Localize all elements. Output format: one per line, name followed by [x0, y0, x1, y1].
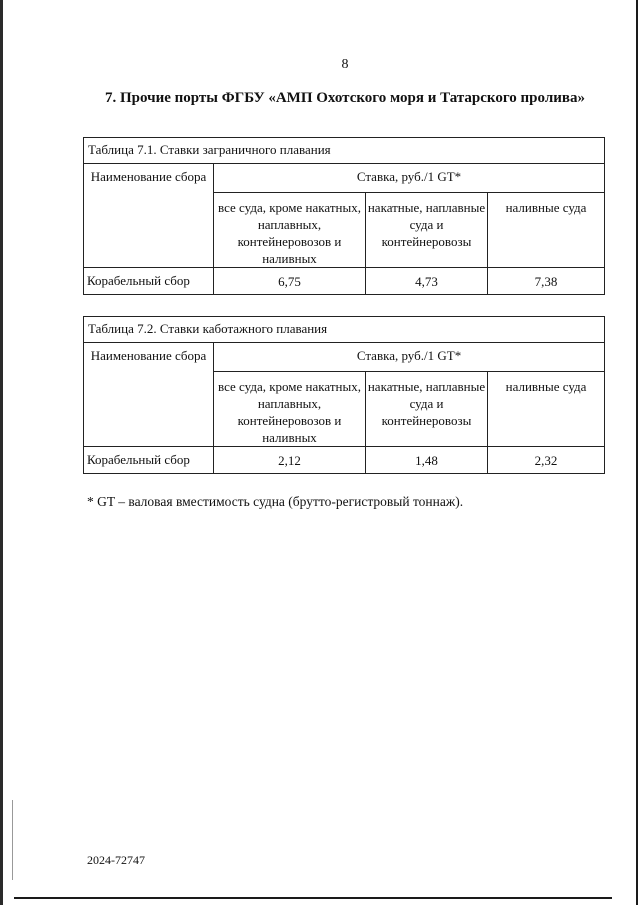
rate-value-roro-container: 4,73 — [366, 268, 488, 295]
rate-header: Ставка, руб./1 GT* — [214, 164, 605, 193]
rate-header: Ставка, руб./1 GT* — [214, 343, 605, 372]
fee-name-header: Наименование сбора — [84, 343, 214, 447]
rate-value-general: 2,12 — [214, 447, 366, 474]
table-row — [84, 447, 605, 474]
rates-table-foreign — [83, 137, 605, 295]
table-caption: Таблица 7.2. Ставки каботажного плавания — [84, 317, 605, 343]
rate-value-roro-container: 1,48 — [366, 447, 488, 474]
fee-name-cell: Корабельный сбор — [84, 447, 214, 474]
table-caption: Таблица 7.1. Ставки заграничного плавания — [84, 138, 605, 164]
column-header-general: все суда, кроме накатных, наплавных, контейнеровозов и наливных — [214, 372, 366, 447]
document-number: 2024-72747 — [87, 853, 145, 867]
page-number: 8 — [341, 57, 349, 72]
section-heading: 7. Прочие порты ФГБУ «АМП Охотского моря и Татарского пролива» — [105, 90, 585, 106]
fee-name-header: Наименование сбора — [84, 164, 214, 268]
rate-value-tankers: 7,38 — [488, 268, 605, 295]
table-row — [84, 268, 605, 295]
column-header-tankers: наливные суда — [488, 193, 605, 268]
column-header-general: все суда, кроме накатных, наплавных, контейнеровозов и наливных — [214, 193, 366, 268]
footnote: * GT – валовая вместимость судна (брутто-регистровый тоннаж). — [87, 494, 464, 509]
fee-name-cell: Корабельный сбор — [84, 268, 214, 295]
scan-edge-right — [636, 0, 638, 905]
scan-edge-left — [0, 0, 3, 905]
rate-value-general: 6,75 — [214, 268, 366, 295]
column-header-tankers: наливные суда — [488, 372, 605, 447]
column-header-roro-container: накатные, наплавные суда и контейнеровозы — [366, 372, 488, 447]
column-header-roro-container: накатные, наплавные суда и контейнеровозы — [366, 193, 488, 268]
rates-table-coastal — [83, 316, 605, 474]
scan-edge-bottom — [14, 897, 612, 899]
rate-value-tankers: 2,32 — [488, 447, 605, 474]
scan-artifact — [12, 800, 13, 880]
